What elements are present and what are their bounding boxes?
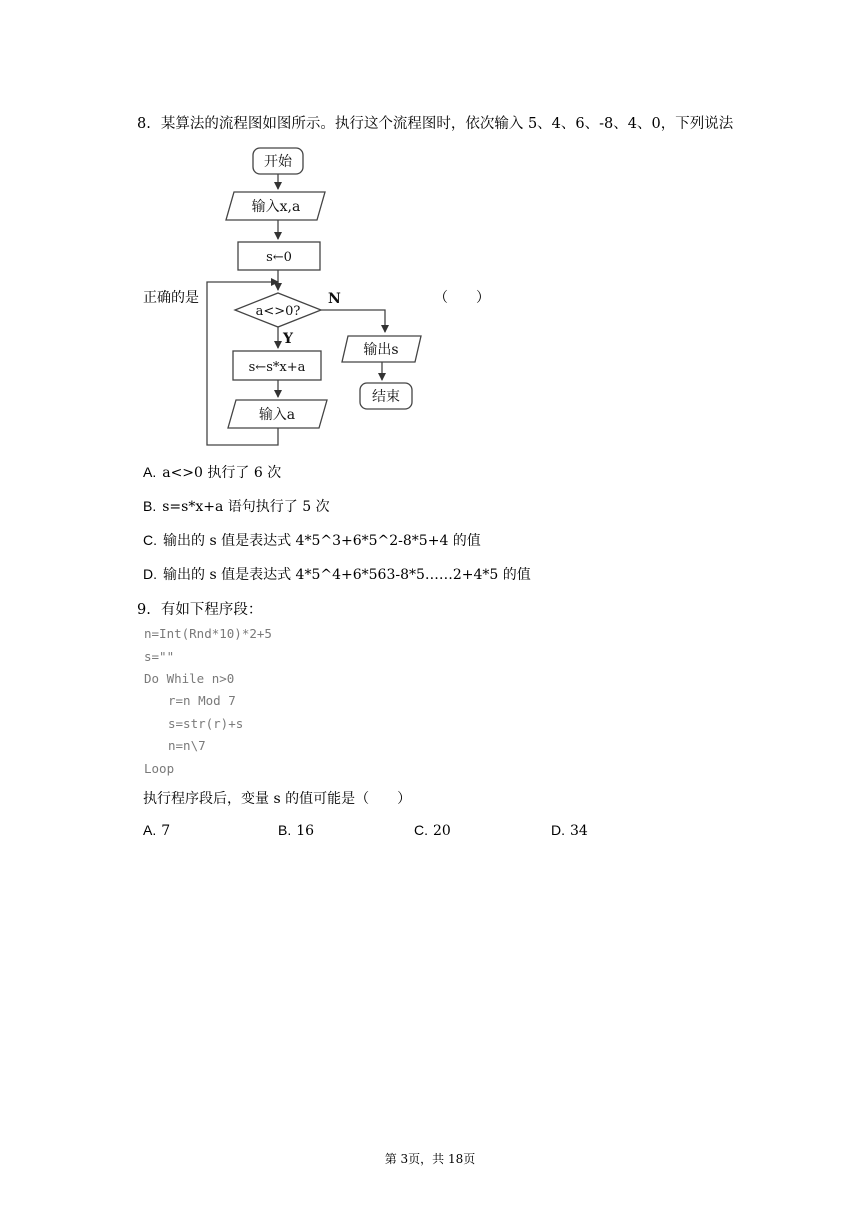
flow-label-yes: Y (283, 331, 293, 347)
question-8-stem-continuation: 正确的是 (143, 290, 199, 306)
code-line: s=str(r)+s (168, 716, 244, 731)
choice-label: B. (278, 822, 292, 838)
flow-condition-label: a<>0? (255, 304, 301, 319)
question-8-stem (137, 112, 733, 133)
question-8-text: 某算法的流程图如图所示。执行这个流程图时，依次输入 5、4、6、-8、4、0，下列说法 (160, 116, 734, 132)
flow-init-s-label: s←0 (266, 250, 292, 265)
option-label: C. (143, 532, 157, 548)
choice-label: A. (143, 822, 157, 838)
code-line: n=Int(Rnd*10)*2+5 (144, 626, 272, 641)
option-text: a<>0 执行了 6 次 (162, 465, 282, 481)
question-9-choice-c (414, 822, 451, 839)
choice-text: 16 (296, 823, 315, 839)
code-line: Do While n>0 (144, 671, 235, 686)
question-8-option-c (143, 530, 481, 550)
question-9-number: 9. (137, 602, 151, 618)
question-9-question: 执行程序段后，变量 s 的值可能是（ ） (143, 791, 412, 807)
option-label: B. (143, 498, 157, 514)
choice-label: C. (414, 822, 428, 838)
code-line: n=n\7 (168, 738, 206, 753)
flow-start-label: 开始 (264, 154, 292, 170)
question-8-answer-paren: （ ） (434, 290, 490, 306)
page-footer: 第 3页，共 18页 (384, 1152, 476, 1166)
choice-text: 34 (570, 823, 588, 839)
question-9-choice-b (278, 822, 314, 839)
option-text: 输出的 s 值是表达式 4*5^3+6*5^2-8*5+4 的值 (163, 533, 481, 549)
option-text: s=s*x+a 语句执行了 5 次 (162, 499, 330, 515)
code-line: r=n Mod 7 (168, 693, 236, 708)
flow-label-no: N (328, 291, 341, 307)
code-line: s="" (144, 649, 175, 664)
question-8-option-d (143, 564, 531, 584)
flow-end-label: 结束 (372, 389, 400, 405)
option-label: D. (143, 566, 157, 582)
option-label: A. (143, 464, 157, 480)
choice-label: D. (551, 822, 565, 838)
question-9-choice-d (551, 822, 588, 839)
question-8-number: 8. (137, 116, 151, 132)
question-8-option-a (143, 462, 281, 482)
code-line: Loop (144, 761, 175, 776)
choice-text: 7 (161, 823, 171, 839)
question-9-choice-a (143, 822, 170, 839)
question-8-option-b (143, 496, 330, 516)
flow-output-s-label: 输出s (363, 342, 399, 358)
flow-update-s-label: s←s*x+a (248, 360, 306, 375)
choice-text: 20 (433, 823, 451, 839)
question-9-stem (137, 598, 262, 619)
flow-input-xa-label: 输入x,a (251, 199, 301, 215)
flow-input-a-label: 输入a (258, 407, 296, 423)
option-text: 输出的 s 值是表达式 4*5^4+6*563-8*5……2+4*5 的值 (163, 567, 531, 583)
flowchart (195, 140, 435, 452)
question-9-text: 有如下程序段： (160, 602, 263, 618)
